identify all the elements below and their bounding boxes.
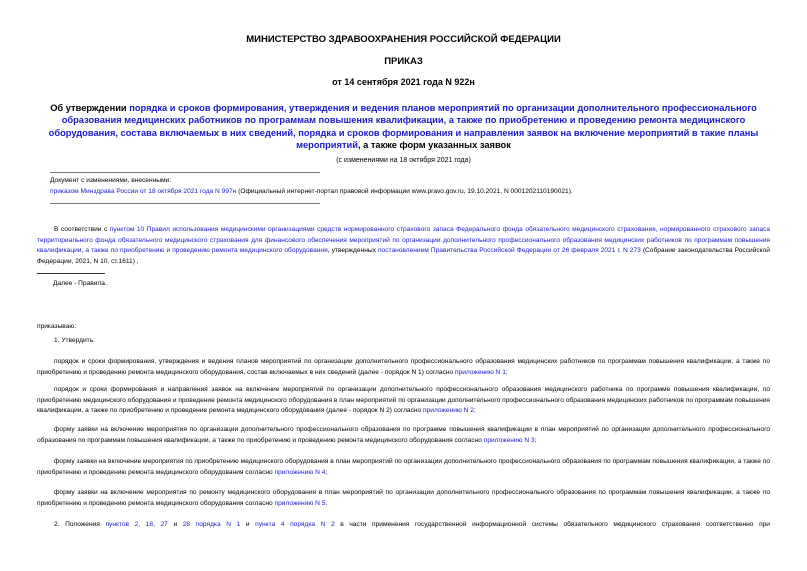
government-decree-link[interactable]: постановлением Правительства Российской Федерации от 26 февраля 2021 г. N 273 bbox=[377, 247, 641, 255]
approve-item-1 bbox=[37, 357, 770, 378]
appendix-5-link[interactable]: приложению N 5 bbox=[274, 499, 326, 507]
order2-point-4-link[interactable]: пункта 4 порядка N 2 bbox=[255, 521, 335, 528]
preamble-text-1: В соответствии с bbox=[54, 226, 110, 233]
approve-item-1-end: ; bbox=[505, 368, 508, 376]
amendment-link[interactable]: приказом Минздрава России от 18 октября 2021 года N 997н bbox=[50, 187, 237, 195]
approve-item-5-end: . bbox=[325, 499, 328, 507]
document-type: ПРИКАЗ bbox=[384, 56, 423, 67]
order-word: приказываю: bbox=[37, 323, 77, 330]
amendments-bottom-rule bbox=[50, 203, 320, 204]
approve-item-3-text: форму заявки на включение мероприятия по организации дополнительного профессионального образования по программе повышения квалификации в план мероприятий по организации дополнительного профессионального образования по программам повышения квалификации, а также по приобретению и проведению ремонта медицинского оборудования согласно bbox=[37, 426, 770, 444]
order1-point-28-link[interactable]: 28 порядка N 1 bbox=[182, 521, 241, 528]
approve-item-4-text: форму заявки на включение мероприятия по приобретению медицинского оборудования в план мероприятий по организации дополнительного профессионального образования по программам повышения квалификации, а также по приобретению и проведению ремонта медицинского оборудования согласно bbox=[37, 458, 770, 476]
amendments-box bbox=[50, 176, 770, 197]
order1-points-link[interactable]: пунктов 2, 18, 27 bbox=[105, 521, 168, 528]
preamble-text-3: (Собрание законодательства Российской Федерации, 2021, N 10, ст.1611) bbox=[37, 247, 770, 265]
document-date-number: от 14 сентября 2021 года N 922н bbox=[332, 77, 475, 87]
item-2-text-b: и bbox=[167, 521, 183, 528]
item-2 bbox=[37, 520, 770, 531]
footnote bbox=[53, 279, 353, 290]
approve-item-2-text: порядок и сроки формирования и направления заявок на включение мероприятий по организации дополнительного профессионального образования медицинского работника по программе повышения квалификации, по приобретению медицинского оборудования и проведение ремонта медицинского оборудования в план мероприятий по организации дополнительного профессионального образования медицинских работников по программам повышения квалификации, а также по приобретению и проведение ремонта медицинского оборудования (далее - порядок N 2) согласно bbox=[37, 386, 770, 415]
document-title bbox=[40, 102, 767, 152]
rules-point-10-link[interactable]: пунктом 10 Правил использования медицинскими организациями средств нормированного страхового запаса Федерального фонда обязательного медицинского страхования, нормированного страхового запаса территориального фонда обязательного медицинского страхования для финансового обеспечения мероприятий по организации дополнительного профессионального образования медицинских работников по программам повышения квалификации, а также по приобретению и проведению ремонта медицинского оборудования bbox=[37, 226, 770, 255]
approve-item-5-text: форму заявки на включение мероприятия по ремонту медицинского оборудования в план мероприятий по организации дополнительного профессионального образования по программам повышения квалификации, а также по приобретению и проведению ремонта медицинского оборудования согласно bbox=[37, 489, 770, 507]
approve-item-2-end: ; bbox=[473, 407, 476, 415]
title-prefix: Об утверждении bbox=[50, 103, 130, 113]
approve-item-2 bbox=[37, 385, 770, 417]
item-2-text-d: в части применения государственной информационной системы обязательного медицинского страхования соответственно при bbox=[334, 521, 770, 528]
item-2-text-c: и bbox=[240, 521, 256, 528]
appendix-2-link[interactable]: приложению N 2 bbox=[423, 407, 474, 415]
amendments-label: Документ с изменениями, внесенными: bbox=[50, 177, 172, 184]
ministry-heading: МИНИСТЕРСТВО ЗДРАВООХРАНЕНИЯ РОССИЙСКОЙ ФЕДЕРАЦИИ bbox=[246, 34, 561, 45]
approve-item-4 bbox=[37, 457, 770, 478]
approve-item-5 bbox=[37, 488, 770, 509]
amendments-entry bbox=[50, 187, 770, 198]
preamble-paragraph bbox=[37, 225, 770, 267]
preamble-text-2: , утвержденных bbox=[327, 247, 378, 255]
amendments-top-rule bbox=[50, 172, 320, 173]
footnote-text: Далее - Правила. bbox=[53, 280, 107, 287]
amendment-source: (Официальный интернет-портал правовой информации www.pravo.gov.ru, 19.10.2021, N 0001202110190021). bbox=[236, 187, 573, 195]
appendix-3-link[interactable]: приложению N 3 bbox=[483, 436, 535, 444]
approve-item-4-end: ; bbox=[325, 468, 328, 476]
appendix-4-link[interactable]: приложению N 4 bbox=[274, 468, 326, 476]
approve-item-1-text: порядок и сроки формирования, утверждения и ведения планов мероприятий по организации дополнительного профессионального образования медицинских работников по программам повышения квалификации, а также по приобретению и проведению ремонта медицинского оборудования, состав включаемых в них сведений (далее - порядок N 1) согласно bbox=[37, 358, 770, 376]
appendix-1-link[interactable]: приложению N 1 bbox=[455, 368, 506, 376]
item-1: 1. Утвердить: bbox=[54, 337, 95, 344]
amendment-note: (с изменениями на 18 октября 2021 года) bbox=[336, 157, 471, 164]
title-suffix: , а также форм указанных заявок bbox=[357, 140, 511, 151]
approve-item-3-end: ; bbox=[534, 436, 537, 444]
item-2-text-a: 2. Положения bbox=[54, 521, 106, 528]
approve-item-3 bbox=[37, 425, 770, 446]
title-link[interactable]: порядка и сроков формирования, утверждения и ведения планов мероприятий по организации дополнительного профессионального образования медицинских работников по программам повышения квалификации, а также по приобретению и проведению ремонта медицинского оборудования, состава включаемых в них сведений, порядка и сроков формирования и направления заявок на включение мероприятий в такие планы мероприятий bbox=[48, 103, 759, 151]
preamble-text-4: , bbox=[134, 257, 139, 265]
footnote-rule bbox=[37, 273, 105, 274]
